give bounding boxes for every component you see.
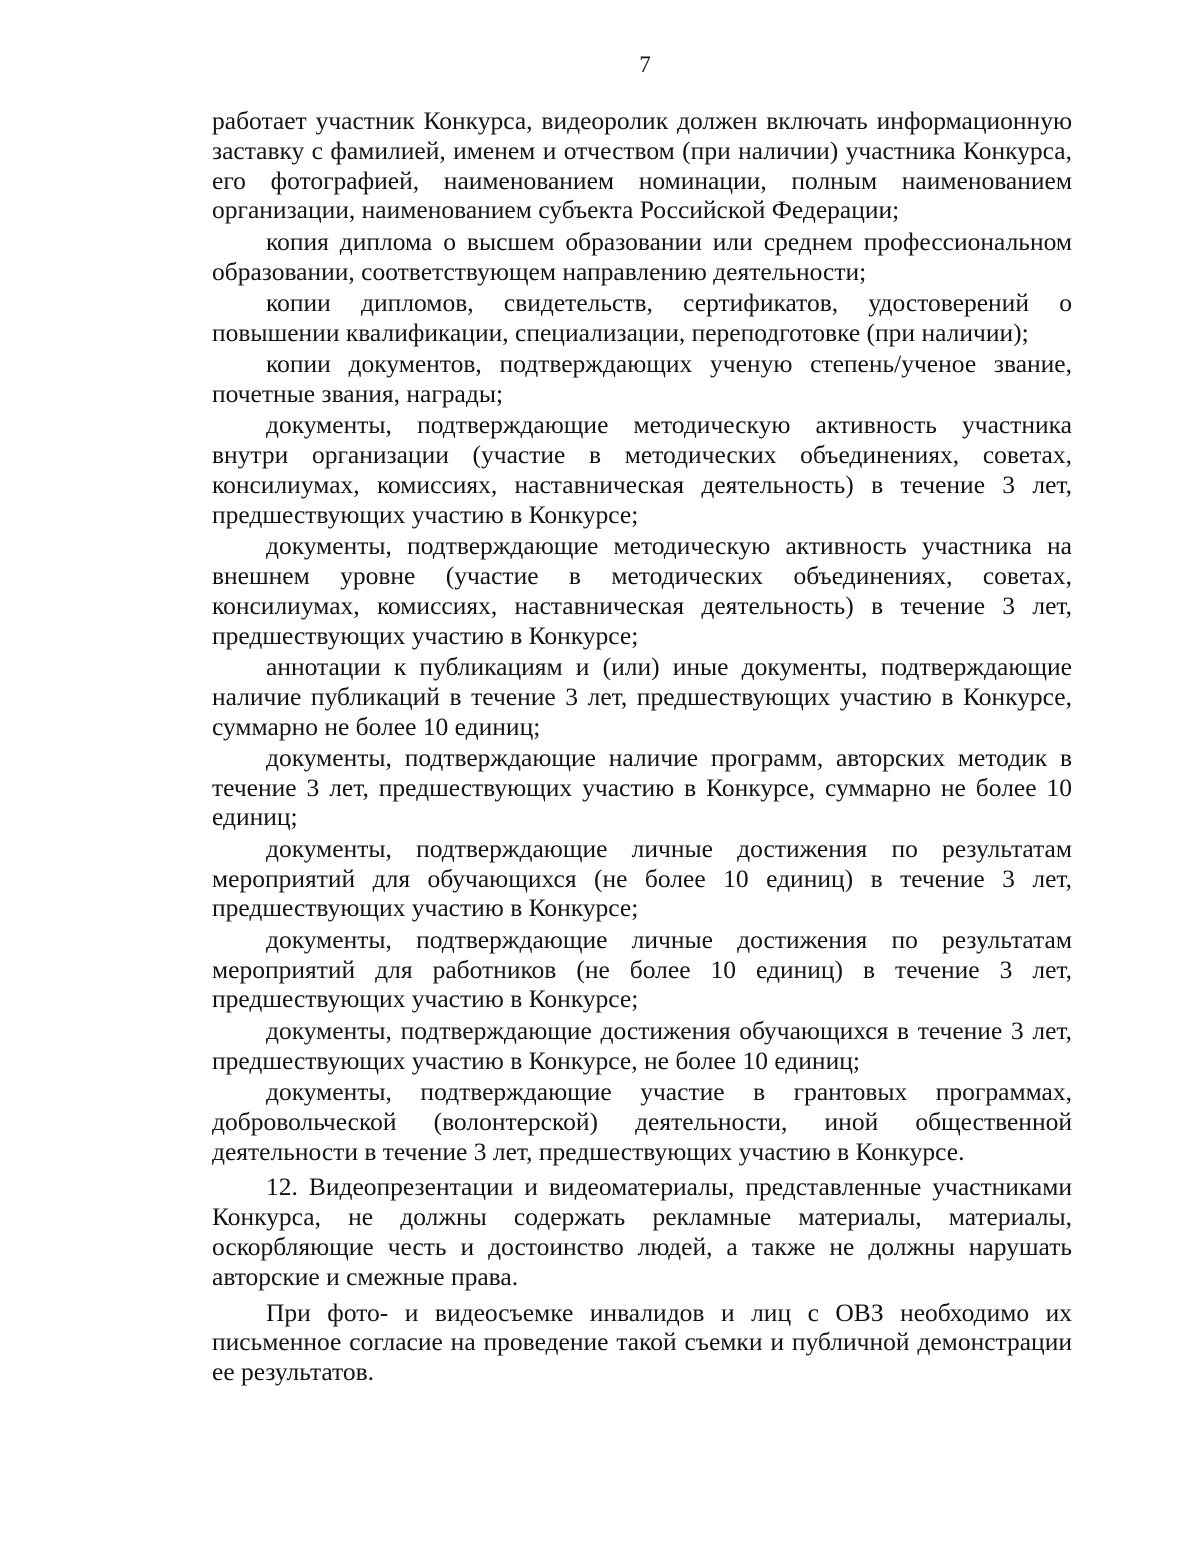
paragraph-internal-methodical-activity: документы, подтверждающие методическую активность участника внутри организации (участие в методических объединениях, советах, консилиумах, комиссиях, наставническая деятельность) в течение 3 лет, предшествующих участию в Конкурсе; [212, 410, 1072, 529]
paragraph-student-achievements: документы, подтверждающие достижения обучающихся в течение 3 лет, предшествующих участию в Конкурсе, не более 10 единиц; [212, 1015, 1072, 1075]
paragraph-publications: аннотации к публикациям и (или) иные документы, подтверждающие наличие публикаций в течение 3 лет, предшествующих участию в Конкурсе, суммарно не более 10 единиц; [212, 651, 1072, 741]
paragraph-programs: документы, подтверждающие наличие программ, авторских методик в течение 3 лет, предшествующих участию в Конкурсе, суммарно не более 10 единиц; [212, 742, 1072, 832]
paragraph-achievements-workers-events: документы, подтверждающие личные достижения по результатам мероприятий для работников (не более 10 единиц) в течение 3 лет, предшествующих участию в Конкурсе; [212, 924, 1072, 1014]
paragraph-qualification-copies: копии дипломов, свидетельств, сертификатов, удостоверений о повышении квалификации, специализации, переподготовке (при наличии); [212, 287, 1072, 347]
paragraph-photo-consent: При фото- и видеосъемке инвалидов и лиц с ОВЗ необходимо их письменное согласие на проведение такой съемки и публичной демонстрации ее результатов. [212, 1297, 1072, 1387]
paragraph-diploma-copy: копия диплома о высшем образовании или среднем профессиональном образовании, соответствующем направлению деятельности; [212, 226, 1072, 286]
paragraph-achievements-students-events: документы, подтверждающие личные достижения по результатам мероприятий для обучающихся (не более 10 единиц) в течение 3 лет, предшествующих участию в Конкурсе; [212, 833, 1072, 923]
document-body [212, 106, 1072, 1389]
paragraph-external-methodical-activity: документы, подтверждающие методическую активность участника на внешнем уровне (участие в методических объединениях, советах, консилиумах, комиссиях, наставническая деятельность) в течение 3 лет, предшествующих участию в Конкурсе; [212, 531, 1072, 650]
page-number: 7 [639, 52, 651, 77]
paragraph-grant-programs: документы, подтверждающие участие в грантовых программах, добровольческой (волонтерской) деятельности, иной общественной деятельности в течение 3 лет, предшествующих участию в Конкурсе. [212, 1077, 1072, 1166]
paragraph-continuation: работает участник Конкурса, видеоролик должен включать информационную заставку с фамилией, именем и отчеством (при наличии) участника Конкурса, его фотографией, наименованием номинации, полным наименованием организации, наименованием субъекта Российской Федерации; [212, 106, 1072, 225]
paragraph-section-12: 12. Видеопрезентации и видеоматериалы, представленные участниками Конкурса, не должны содержать рекламные материалы, материалы, оскорбляющие честь и достоинство людей, а также не должны нарушать авторские и смежные права. [212, 1172, 1072, 1291]
paragraph-degree-documents: копии документов, подтверждающих ученую степень/ученое звание, почетные звания, награды; [212, 349, 1072, 408]
